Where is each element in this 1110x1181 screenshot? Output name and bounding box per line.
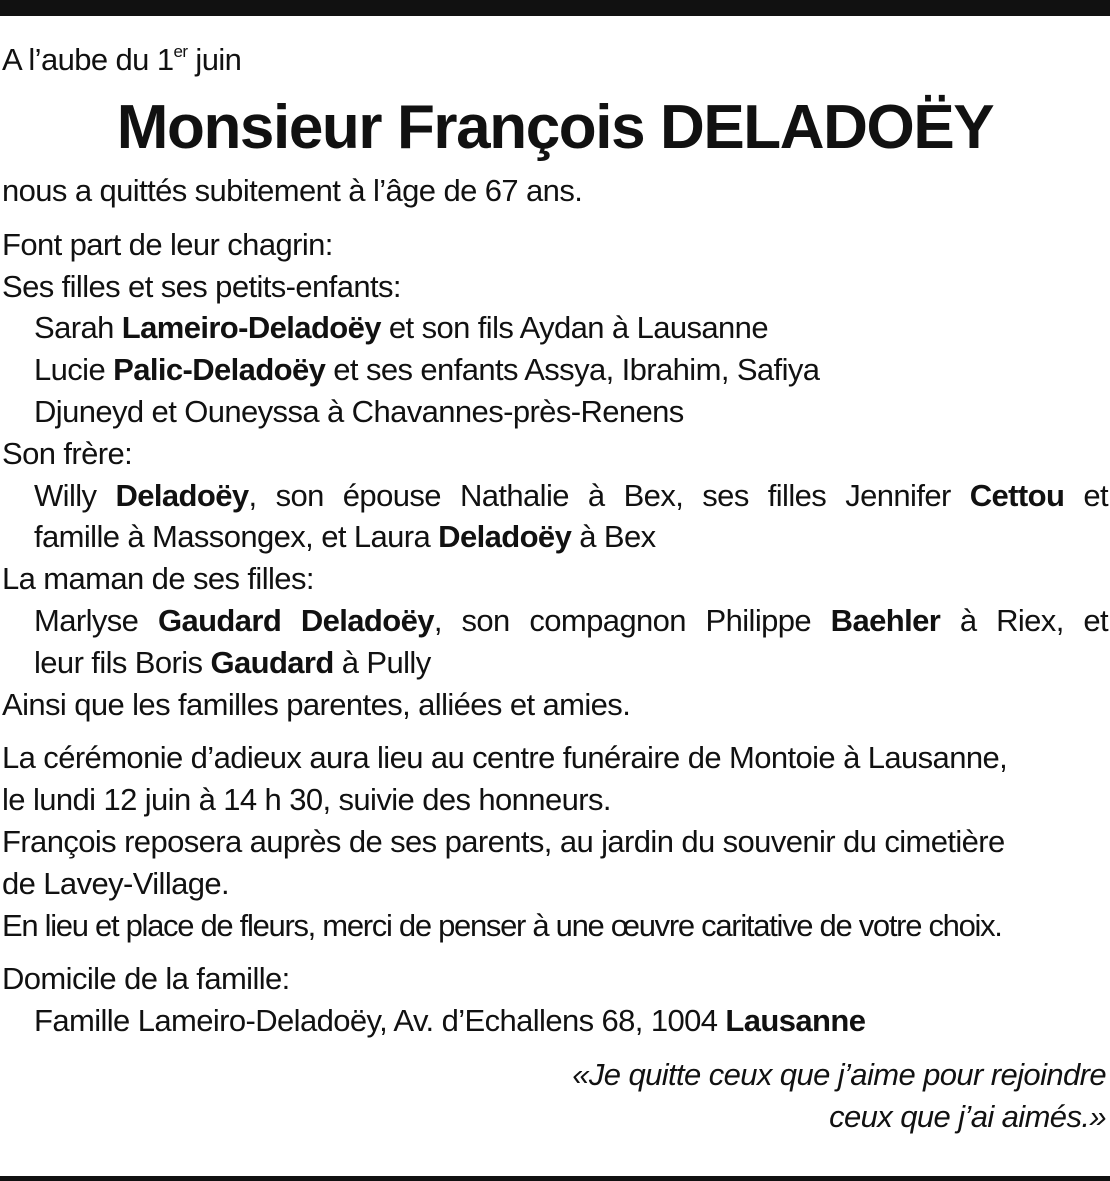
deceased-name: Monsieur François DELADOËY	[116, 93, 994, 162]
ceremony-line: La cérémonie d’adieux aura lieu au centre funéraire de Montoie à Lausanne,	[2, 740, 1008, 776]
bottom-rule	[0, 1176, 1110, 1181]
grief-heading: Font part de leur chagrin:	[2, 226, 333, 262]
flowers-line: En lieu et place de fleurs, merci de penser à une œuvre caritative de votre choix.	[2, 907, 1002, 943]
ceremony-line: le lundi 12 juin à 14 h 30, suivie des honneurs.	[2, 782, 611, 818]
family-member: Willy Deladoëy, son épouse Nathalie à Bex, ses filles Jennifer Cettou et	[34, 477, 1108, 513]
brother-heading: Son frère:	[2, 435, 133, 471]
family-member-continued: leur fils Boris Gaudard à Pully	[34, 644, 431, 680]
domicile-heading: Domicile de la famille:	[2, 961, 290, 997]
domicile-address: Famille Lameiro-Deladoëy, Av. d’Echallens 68, 1004 Lausanne	[34, 1003, 866, 1039]
extended-families: Ainsi que les familles parentes, alliées et amies.	[2, 686, 631, 722]
family-member-continued: famille à Massongex, et Laura Deladoëy à Bex	[34, 519, 656, 555]
burial-line: de Lavey-Village.	[2, 865, 230, 901]
family-member: Lucie Palic-Deladoëy et ses enfants Assya, Ibrahim, Safiya	[34, 352, 820, 388]
family-member: Sarah Lameiro-Deladoëy et son fils Aydan à Lausanne	[34, 310, 768, 346]
top-rule	[0, 0, 1110, 16]
ordinal-suffix: er	[173, 42, 188, 61]
daughters-heading: Ses filles et ses petits-enfants:	[2, 268, 401, 304]
notice-body	[2, 36, 1108, 1138]
death-statement: nous a quittés subitement à l’âge de 67 ans.	[2, 173, 583, 208]
mother-heading: La maman de ses filles:	[2, 561, 314, 597]
burial-line: François reposera auprès de ses parents, au jardin du souvenir du cimetière	[2, 823, 1005, 859]
quote-line: ceux que j’ai aimés.»	[829, 1098, 1106, 1134]
quote-line: «Je quitte ceux que j’aime pour rejoindre	[572, 1056, 1106, 1092]
family-member: Marlyse Gaudard Deladoëy, son compagnon Philippe Baehler à Riex, et	[34, 602, 1108, 638]
intro-line: A l’aube du 1er juin	[2, 42, 242, 77]
family-member-continued: Djuneyd et Ouneyssa à Chavannes-près-Renens	[34, 393, 684, 429]
